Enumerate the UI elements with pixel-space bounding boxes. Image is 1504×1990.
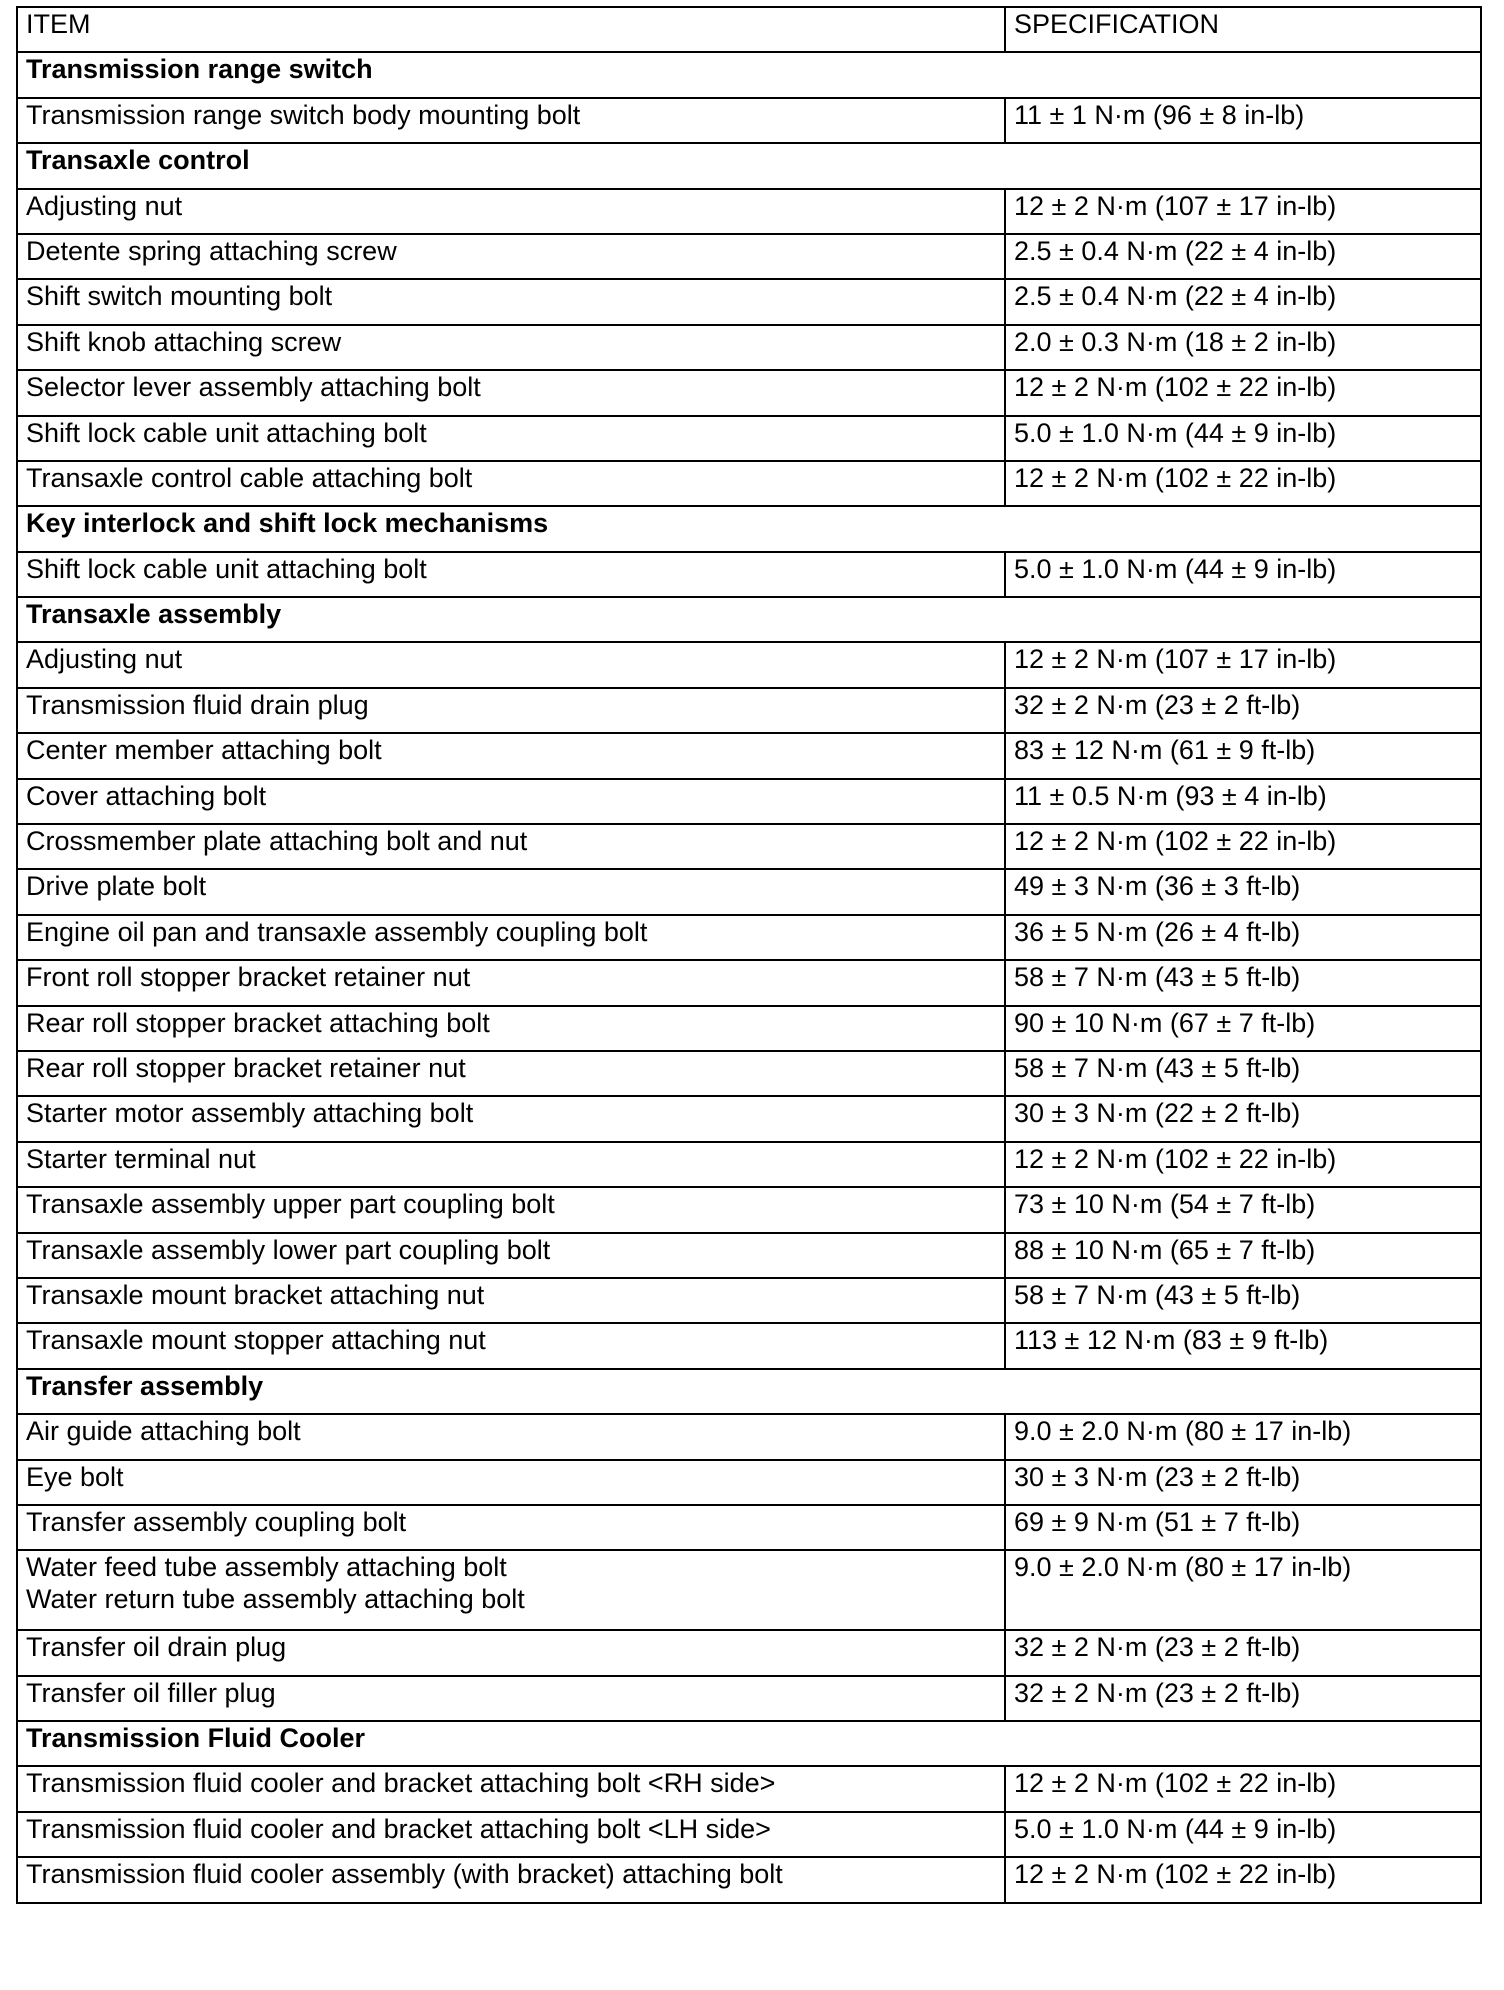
spec-cell: 5.0 ± 1.0 N·m (44 ± 9 in-lb)	[1005, 416, 1481, 461]
item-cell: Crossmember plate attaching bolt and nut	[17, 824, 1005, 869]
item-cell: Front roll stopper bracket retainer nut	[17, 960, 1005, 1005]
spec-cell: 69 ± 9 N·m (51 ± 7 ft-lb)	[1005, 1505, 1481, 1550]
table-row	[17, 1766, 1481, 1811]
item-cell: Transaxle control cable attaching bolt	[17, 461, 1005, 506]
item-cell: Transaxle mount bracket attaching nut	[17, 1278, 1005, 1323]
spec-cell: 5.0 ± 1.0 N·m (44 ± 9 in-lb)	[1005, 1812, 1481, 1857]
spec-cell: 113 ± 12 N·m (83 ± 9 ft-lb)	[1005, 1323, 1481, 1368]
table-row	[17, 325, 1481, 370]
spec-cell: 5.0 ± 1.0 N·m (44 ± 9 in-lb)	[1005, 552, 1481, 597]
table-row	[17, 1676, 1481, 1721]
spec-cell: 36 ± 5 N·m (26 ± 4 ft-lb)	[1005, 915, 1481, 960]
spec-cell: 90 ± 10 N·m (67 ± 7 ft-lb)	[1005, 1006, 1481, 1051]
spec-cell: 11 ± 1 N·m (96 ± 8 in-lb)	[1005, 98, 1481, 143]
table-header-row	[17, 7, 1481, 52]
table-row	[17, 915, 1481, 960]
spec-cell: 12 ± 2 N·m (102 ± 22 in-lb)	[1005, 461, 1481, 506]
spec-cell: 58 ± 7 N·m (43 ± 5 ft-lb)	[1005, 960, 1481, 1005]
table-row	[17, 688, 1481, 733]
table-row	[17, 416, 1481, 461]
section-header-row	[17, 597, 1481, 642]
item-cell: Drive plate bolt	[17, 869, 1005, 914]
table-row	[17, 1096, 1481, 1141]
item-cell: Shift lock cable unit attaching bolt	[17, 416, 1005, 461]
spec-cell: 30 ± 3 N·m (23 ± 2 ft-lb)	[1005, 1460, 1481, 1505]
item-cell: Transmission fluid cooler and bracket attaching bolt <LH side>	[17, 1812, 1005, 1857]
spec-cell: 12 ± 2 N·m (102 ± 22 in-lb)	[1005, 370, 1481, 415]
item-cell: Eye bolt	[17, 1460, 1005, 1505]
spec-cell: 12 ± 2 N·m (107 ± 17 in-lb)	[1005, 642, 1481, 687]
item-cell: Air guide attaching bolt	[17, 1414, 1005, 1459]
table-row	[17, 1812, 1481, 1857]
section-title: Transmission range switch	[17, 52, 1481, 97]
table-row	[17, 1051, 1481, 1096]
table-row	[17, 370, 1481, 415]
spec-cell: 12 ± 2 N·m (102 ± 22 in-lb)	[1005, 1766, 1481, 1811]
item-cell: Shift switch mounting bolt	[17, 279, 1005, 324]
table-row	[17, 552, 1481, 597]
spec-cell: 58 ± 7 N·m (43 ± 5 ft-lb)	[1005, 1278, 1481, 1323]
torque-spec-table	[16, 6, 1482, 1904]
spec-cell: 9.0 ± 2.0 N·m (80 ± 17 in-lb)	[1005, 1550, 1481, 1630]
spec-cell: 58 ± 7 N·m (43 ± 5 ft-lb)	[1005, 1051, 1481, 1096]
spec-cell: 83 ± 12 N·m (61 ± 9 ft-lb)	[1005, 733, 1481, 778]
spec-cell: 12 ± 2 N·m (107 ± 17 in-lb)	[1005, 189, 1481, 234]
table-row	[17, 1505, 1481, 1550]
table-row	[17, 779, 1481, 824]
table-row	[17, 1006, 1481, 1051]
item-cell: Engine oil pan and transaxle assembly coupling bolt	[17, 915, 1005, 960]
table-row	[17, 1323, 1481, 1368]
spec-cell: 12 ± 2 N·m (102 ± 22 in-lb)	[1005, 1857, 1481, 1902]
spec-cell: 12 ± 2 N·m (102 ± 22 in-lb)	[1005, 824, 1481, 869]
spec-cell: 2.5 ± 0.4 N·m (22 ± 4 in-lb)	[1005, 279, 1481, 324]
item-cell: Rear roll stopper bracket attaching bolt	[17, 1006, 1005, 1051]
spec-cell: 9.0 ± 2.0 N·m (80 ± 17 in-lb)	[1005, 1414, 1481, 1459]
item-cell: Selector lever assembly attaching bolt	[17, 370, 1005, 415]
item-cell: Center member attaching bolt	[17, 733, 1005, 778]
table-row	[17, 869, 1481, 914]
item-line: Water feed tube assembly attaching bolt	[26, 1552, 507, 1583]
item-cell: Transfer oil filler plug	[17, 1676, 1005, 1721]
item-cell	[17, 1550, 1005, 1630]
item-cell: Shift knob attaching screw	[17, 325, 1005, 370]
item-cell: Transfer assembly coupling bolt	[17, 1505, 1005, 1550]
item-cell: Starter terminal nut	[17, 1142, 1005, 1187]
spec-cell: 12 ± 2 N·m (102 ± 22 in-lb)	[1005, 1142, 1481, 1187]
table-row	[17, 960, 1481, 1005]
spec-cell: 30 ± 3 N·m (22 ± 2 ft-lb)	[1005, 1096, 1481, 1141]
table-row	[17, 1550, 1481, 1630]
table-row	[17, 279, 1481, 324]
section-header-row	[17, 1721, 1481, 1766]
spec-cell: 49 ± 3 N·m (36 ± 3 ft-lb)	[1005, 869, 1481, 914]
spec-cell: 2.5 ± 0.4 N·m (22 ± 4 in-lb)	[1005, 234, 1481, 279]
section-header-row	[17, 143, 1481, 188]
table-row	[17, 824, 1481, 869]
section-header-row	[17, 506, 1481, 551]
section-title: Transfer assembly	[17, 1369, 1481, 1414]
item-cell: Transfer oil drain plug	[17, 1630, 1005, 1675]
item-column-header: ITEM	[17, 7, 1005, 52]
spec-cell: 32 ± 2 N·m (23 ± 2 ft-lb)	[1005, 688, 1481, 733]
item-cell: Rear roll stopper bracket retainer nut	[17, 1051, 1005, 1096]
table-row	[17, 1857, 1481, 1902]
table-row	[17, 1460, 1481, 1505]
table-row	[17, 1233, 1481, 1278]
table-row	[17, 733, 1481, 778]
item-cell: Transaxle assembly lower part coupling bolt	[17, 1233, 1005, 1278]
section-header-row	[17, 52, 1481, 97]
specification-column-header: SPECIFICATION	[1005, 7, 1481, 52]
item-cell: Transaxle assembly upper part coupling bolt	[17, 1187, 1005, 1232]
item-cell: Adjusting nut	[17, 642, 1005, 687]
item-cell: Adjusting nut	[17, 189, 1005, 234]
item-cell: Starter motor assembly attaching bolt	[17, 1096, 1005, 1141]
table-row	[17, 234, 1481, 279]
section-title: Transaxle control	[17, 143, 1481, 188]
section-title: Transmission Fluid Cooler	[17, 1721, 1481, 1766]
table-row	[17, 461, 1481, 506]
spec-cell: 88 ± 10 N·m (65 ± 7 ft-lb)	[1005, 1233, 1481, 1278]
table-row	[17, 189, 1481, 234]
spec-cell: 11 ± 0.5 N·m (93 ± 4 in-lb)	[1005, 779, 1481, 824]
spec-cell: 73 ± 10 N·m (54 ± 7 ft-lb)	[1005, 1187, 1481, 1232]
section-title: Key interlock and shift lock mechanisms	[17, 506, 1481, 551]
item-cell: Detente spring attaching screw	[17, 234, 1005, 279]
table-row	[17, 1630, 1481, 1675]
spec-cell: 32 ± 2 N·m (23 ± 2 ft-lb)	[1005, 1630, 1481, 1675]
section-header-row	[17, 1369, 1481, 1414]
item-cell: Shift lock cable unit attaching bolt	[17, 552, 1005, 597]
table-row	[17, 1142, 1481, 1187]
item-cell: Transmission range switch body mounting bolt	[17, 98, 1005, 143]
table-row	[17, 1414, 1481, 1459]
table-row	[17, 642, 1481, 687]
item-cell: Transmission fluid cooler assembly (with bracket) attaching bolt	[17, 1857, 1005, 1902]
table-row	[17, 98, 1481, 143]
item-line: Water return tube assembly attaching bolt	[26, 1584, 525, 1615]
spec-cell: 32 ± 2 N·m (23 ± 2 ft-lb)	[1005, 1676, 1481, 1721]
spec-table-body	[17, 7, 1481, 1903]
item-cell: Transmission fluid drain plug	[17, 688, 1005, 733]
item-cell: Cover attaching bolt	[17, 779, 1005, 824]
item-cell: Transaxle mount stopper attaching nut	[17, 1323, 1005, 1368]
table-row	[17, 1278, 1481, 1323]
item-cell: Transmission fluid cooler and bracket attaching bolt <RH side>	[17, 1766, 1005, 1811]
table-row	[17, 1187, 1481, 1232]
spec-cell: 2.0 ± 0.3 N·m (18 ± 2 in-lb)	[1005, 325, 1481, 370]
section-title: Transaxle assembly	[17, 597, 1481, 642]
